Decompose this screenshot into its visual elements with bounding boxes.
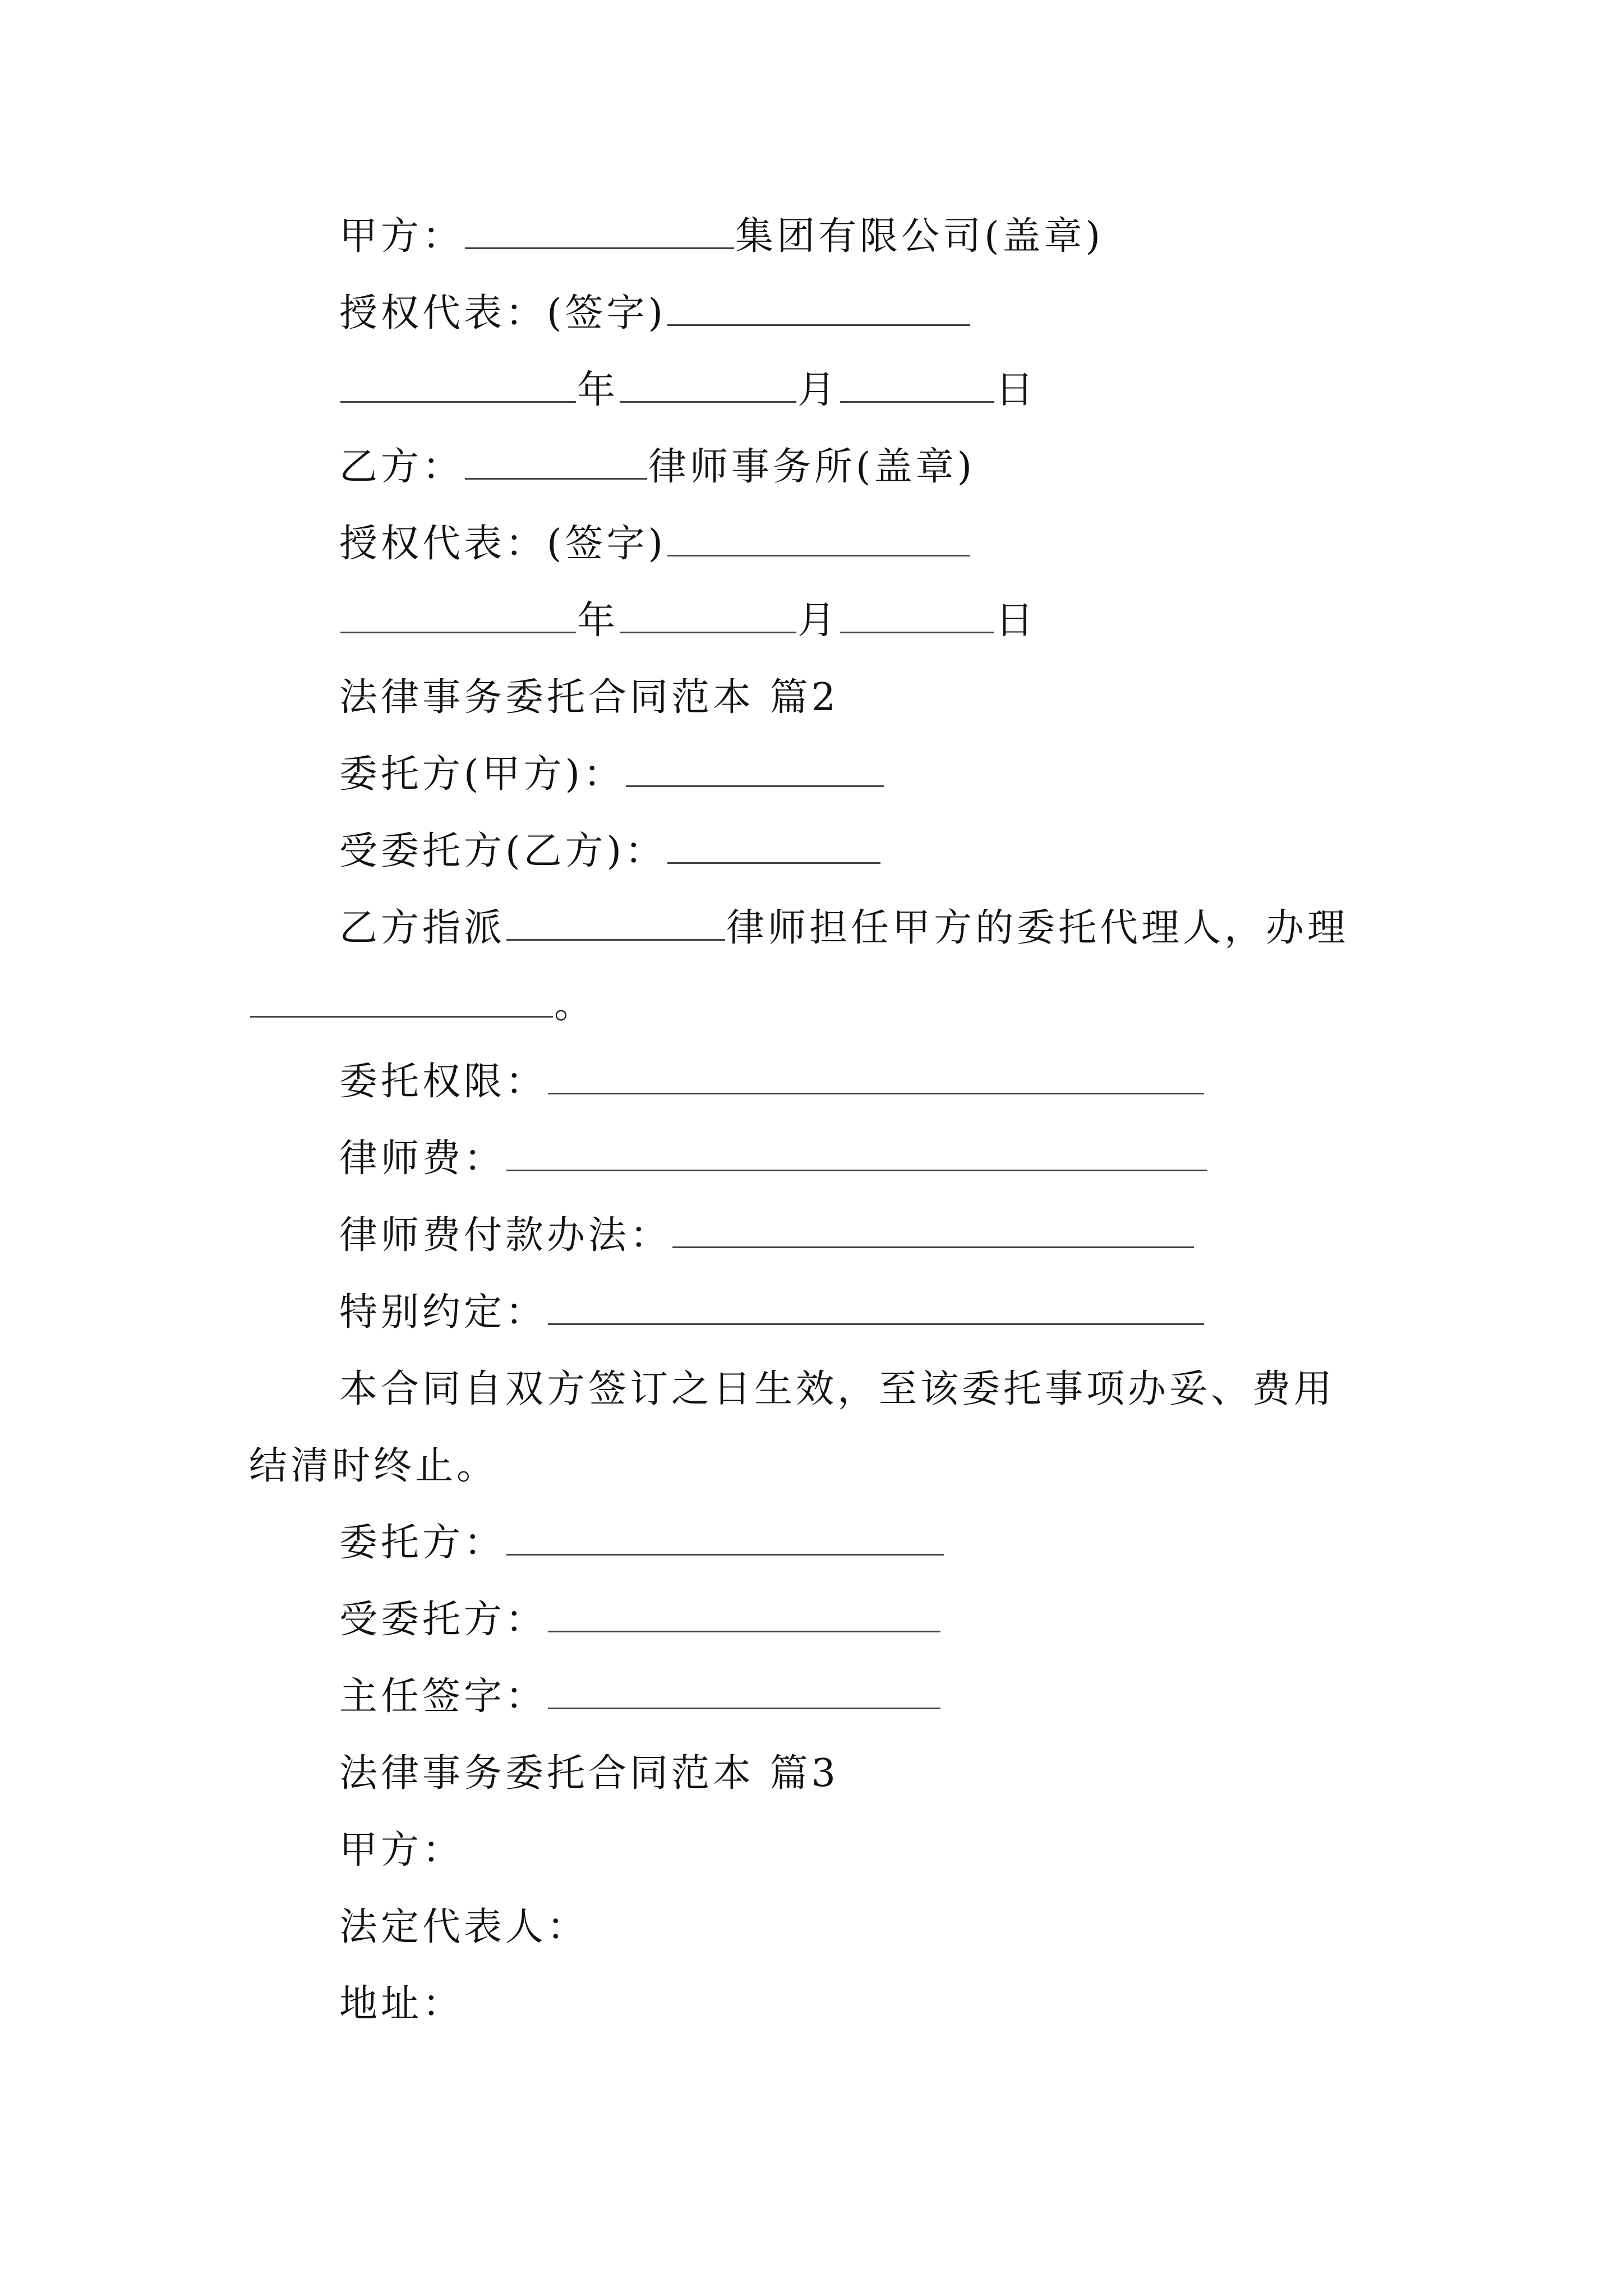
line-text: 法律事务委托合同范本 篇3	[339, 1751, 839, 1796]
fill-in-blank	[340, 631, 576, 633]
line-text: 律师费付款办法：	[339, 1213, 672, 1258]
line-text: 。	[554, 983, 596, 1027]
line-text: 甲方：	[339, 1828, 464, 1872]
date-b	[339, 593, 1037, 649]
line-text: 结清时终止。	[249, 1444, 499, 1488]
party-a-company	[339, 209, 1104, 265]
line-text: 律师事务所(盖章)	[648, 445, 976, 489]
line-text: 集团有限公司(盖章)	[735, 214, 1104, 259]
heading-part-3	[339, 1746, 839, 1802]
effective-clause-cont	[249, 1438, 498, 1494]
line-text: 甲方：	[339, 214, 464, 259]
auth-rep-a	[339, 286, 971, 342]
line-text: 年	[577, 599, 619, 643]
fill-in-blank	[506, 1553, 944, 1556]
party-a-label	[339, 1823, 464, 1879]
line-text: 授权代表：(签字)	[339, 522, 667, 566]
fill-in-blank	[465, 246, 734, 249]
line-text: 日	[995, 368, 1038, 412]
line-text: 授权代表：(签字)	[339, 291, 667, 335]
legal-rep-label	[339, 1899, 588, 1955]
sign-director	[339, 1669, 942, 1725]
line-text: 律师费：	[339, 1137, 506, 1181]
line-text: 委托权限：	[339, 1060, 547, 1104]
heading-part-2	[339, 670, 839, 726]
party-b-firm	[339, 439, 975, 495]
fill-in-blank	[672, 1245, 1194, 1248]
auth-rep-b	[339, 516, 971, 572]
lawyer-fee	[339, 1131, 1209, 1187]
fill-in-blank	[250, 1015, 553, 1018]
line-text: 受委托方(乙方)：	[339, 829, 667, 873]
fill-in-blank	[667, 554, 970, 556]
fill-in-blank	[620, 400, 796, 403]
fill-in-blank	[506, 938, 725, 941]
line-text: 受委托方：	[339, 1598, 547, 1642]
special-terms	[339, 1285, 1205, 1341]
fill-in-blank	[465, 477, 647, 480]
fill-in-blank	[620, 631, 796, 633]
date-a	[339, 362, 1037, 418]
sign-agent	[339, 1592, 942, 1648]
fill-in-blank	[626, 784, 884, 787]
fee-payment	[339, 1208, 1195, 1264]
authority-scope	[339, 1054, 1205, 1110]
fill-in-blank	[548, 1630, 940, 1632]
line-text: 地址：	[339, 1982, 464, 2026]
fill-in-blank	[548, 1322, 1204, 1325]
line-text: 特别约定：	[339, 1290, 547, 1335]
fill-in-blank	[548, 1706, 940, 1709]
assign-lawyer	[339, 900, 1349, 956]
fill-in-blank	[667, 861, 880, 864]
sign-client	[339, 1515, 945, 1571]
line-text: 乙方：	[339, 445, 464, 489]
fill-in-blank	[667, 323, 970, 326]
line-text: 月	[797, 599, 840, 643]
line-text: 日	[995, 599, 1038, 643]
fill-in-blank	[506, 1168, 1207, 1171]
line-text: 委托方(甲方)：	[339, 752, 625, 797]
client-party-a	[339, 747, 885, 803]
fill-in-blank	[840, 631, 994, 633]
line-text: 乙方指派	[339, 906, 506, 950]
line-text: 法定代表人：	[339, 1905, 589, 1949]
line-text: 主任签字：	[339, 1674, 547, 1719]
line-text: 本合同自双方签订之日生效，至该委托事项办妥、费用	[339, 1367, 1336, 1411]
fill-in-blank	[840, 400, 994, 403]
line-text: 月	[797, 368, 840, 412]
line-text: 年	[577, 368, 619, 412]
agent-party-b	[339, 823, 882, 880]
line-text: 委托方：	[339, 1521, 506, 1565]
fill-in-blank	[340, 400, 576, 403]
assign-lawyer-cont	[249, 977, 596, 1033]
line-text: 律师担任甲方的委托代理人，办理	[726, 906, 1349, 950]
fill-in-blank	[548, 1092, 1204, 1094]
address-label	[339, 1976, 464, 2032]
effective-clause	[339, 1361, 1335, 1418]
line-text: 法律事务委托合同范本 篇2	[339, 675, 839, 720]
